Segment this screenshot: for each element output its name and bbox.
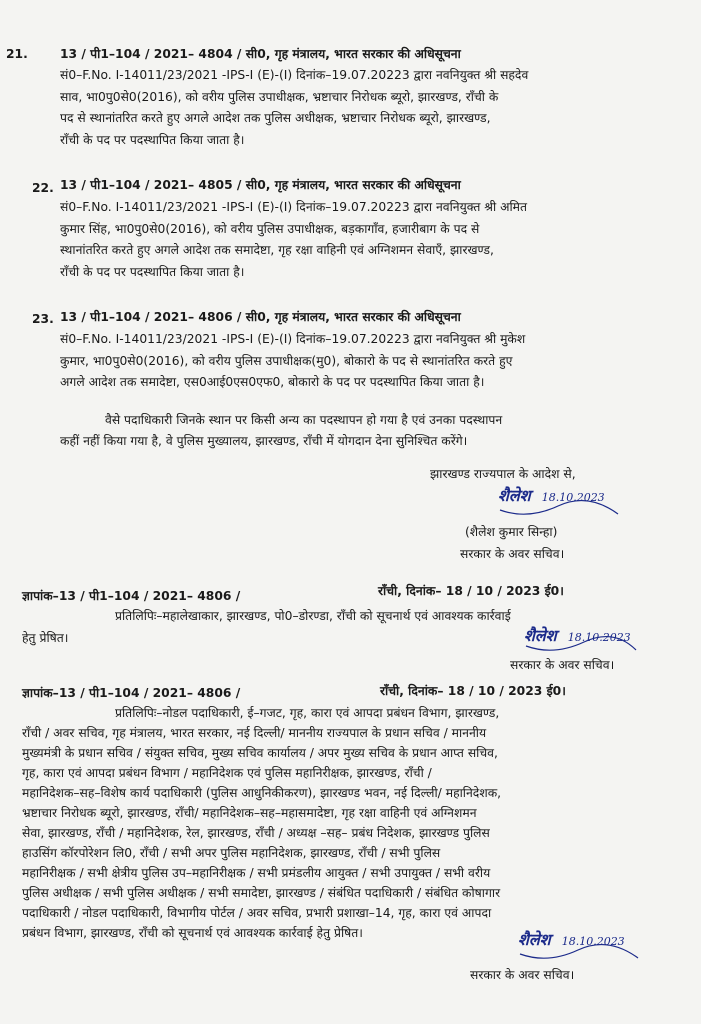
item-line: सं0–F.No. I-14011/23/2021 -IPS-I (E)-(I) दिनांक–19.07.20223 द्वारा नवनियुक्त श्री सहदेव (60, 68, 529, 82)
item-line: कुमार, भा0पु0से0(2016), को वरीय पुलिस उपाधीक्षक(मु0), बोकारो के पद से स्थानांतरित करते हुए (60, 354, 513, 368)
note-line: वैसे पदाधिकारी जिनके स्थान पर किसी अन्य का पदस्थापन हो गया है एवं उनका पदस्थापन (105, 413, 503, 427)
signature-flourish-icon (524, 624, 644, 660)
memo-copy-line: पदाधिकारी / नोडल पदाधिकारी, विभागीय पोर्टल / अवर सचिव, प्रभारी प्रशाखा–14, गृह, कारा एवं आपदा (22, 906, 492, 920)
item-line: साव, भा0पु0से0(2016), को वरीय पुलिस उपाधीक्षक, भ्रष्टाचार निरोधक ब्यूरो, झारखण्ड, राँची के (60, 90, 499, 104)
memo-copy-line: गृह, कारा एवं आपदा प्रबंधन विभाग / महानिदेशक एवं पुलिस महानिरीक्षक, झारखण्ड, राँची / (22, 766, 432, 780)
signature (498, 484, 628, 524)
memo-copy-line: पुलिस अधीक्षक / सभी पुलिस अधीक्षक / सभी समादेष्टा, झारखण्ड / संबंधित पदाधिकारी / संबंधित कोषागार (22, 886, 501, 900)
item-line: कुमार सिंह, भा0पु0से0(2016), को वरीय पुलिस उपाधीक्षक, बड़कागाँव, हजारीबाग के पद से (60, 222, 480, 236)
memo-copy-line: प्रतिलिपिः–नोडल पदाधिकारी, ई–गजट, गृह, कारा एवं आपदा प्रबंधन विभाग, झारखण्ड, (115, 706, 500, 720)
memo-place-date: राँची, दिनांक– 18 / 10 / 2023 ई0। (380, 684, 566, 698)
memo-ref: ज्ञापांक–13 / पी1–104 / 2021– 4806 / (22, 589, 241, 603)
memo-place-date: राँची, दिनांक– 18 / 10 / 2023 ई0। (378, 584, 564, 598)
signature (518, 928, 648, 968)
memo-designation: सरकार के अवर सचिव। (470, 968, 575, 982)
memo-copy-line: हाउसिंग कॉरपोरेशन लि0, राँची / सभी अपर पुलिस महानिदेशक, झारखण्ड, राँची / सभी पुलिस (22, 846, 441, 860)
memo-copy-line: हेतु प्रेषित। (22, 631, 69, 645)
memo-copy-line: प्रबंधन विभाग, झारखण्ड, राँची को सूचनार्थ एवं आवश्यक कार्रवाई हेतु प्रेषित। (22, 926, 363, 940)
signature-flourish-icon (498, 484, 628, 524)
signature-date: 18.10.2023 (541, 491, 605, 504)
signature-flourish-icon (518, 928, 648, 968)
memo-copy-line: भ्रष्टाचार निरोधक ब्यूरो, झारखण्ड, राँची/ महानिदेशक–सह–महासमादेष्टा, गृह रक्षा वाहिनी एवं अग्निशमन (22, 806, 477, 820)
signature-text: शैलेश (518, 930, 551, 949)
item-line: स्थानांतरित करते हुए अगले आदेश तक समादेष्टा, गृह रक्षा वाहिनी एवं अग्निशमन सेवाएँ, झारखण्ड, (60, 243, 494, 257)
item-line: सं0–F.No. I-14011/23/2021 -IPS-I (E)-(I) दिनांक–19.07.20223 द्वारा नवनियुक्त श्री मुकेश (60, 332, 526, 346)
memo-designation: सरकार के अवर सचिव। (510, 658, 615, 672)
signature-text: शैलेश (498, 486, 531, 505)
item-line: राँची के पद पर पदस्थापित किया जाता है। (60, 265, 245, 279)
memo-ref: ज्ञापांक–13 / पी1–104 / 2021– 4806 / (22, 686, 241, 700)
memo-copy-line: महानिदेशक–सह–विशेष कार्य पदाधिकारी (पुलिस आधुनिकीकरण), झारखण्ड भवन, नई दिल्ली/ महानिदेशक, (22, 786, 502, 800)
signature-text: शैलेश (524, 626, 557, 645)
item-line: पद से स्थानांतरित करते हुए अगले आदेश तक पुलिस अधीक्षक, भ्रष्टाचार निरोधक ब्यूरो, झारखण्ड, (60, 111, 491, 125)
signatory-designation: सरकार के अवर सचिव। (460, 547, 565, 561)
memo-copy-line: मुख्यमंत्री के प्रधान सचिव / संयुक्त सचिव, मुख्य सचिव कार्यालय / अपर मुख्य सचिव के प्रधान आप्त सचिव, (22, 746, 498, 760)
item-line: 13 / पी1–104 / 2021– 4804 / सी0, गृह मंत्रालय, भारत सरकार की अधिसूचना (60, 47, 461, 61)
governor-order-line: झारखण्ड राज्यपाल के आदेश से, (430, 467, 576, 481)
signatory-name: (शैलेश कुमार सिन्हा) (465, 525, 558, 539)
item-number: 23. (32, 312, 54, 326)
signature-date: 18.10.2023 (561, 935, 625, 948)
memo-copy-line: राँची / अवर सचिव, गृह मंत्रालय, भारत सरकार, नई दिल्ली/ माननीय राज्यपाल के प्रधान सचिव / माननीय (22, 726, 487, 740)
item-number: 22. (32, 181, 54, 195)
item-line: 13 / पी1–104 / 2021– 4805 / सी0, गृह मंत्रालय, भारत सरकार की अधिसूचना (60, 178, 461, 192)
item-line: सं0–F.No. I-14011/23/2021 -IPS-I (E)-(I) दिनांक–19.07.20223 द्वारा नवनियुक्त श्री अमित (60, 200, 528, 214)
item-line: राँची के पद पर पदस्थापित किया जाता है। (60, 133, 245, 147)
memo-copy-line: सेवा, झारखण्ड, राँची / महानिदेशक, रेल, झारखण्ड, राँची / अध्यक्ष –सह– प्रबंध निदेशक, झारखण्ड पुलिस (22, 826, 490, 840)
signature-date: 18.10.2023 (567, 631, 631, 644)
item-line: अगले आदेश तक समादेष्टा, एस0आई0एस0एफ0, बोकारो के पद पर पदस्थापित किया जाता है। (60, 375, 485, 389)
item-line: 13 / पी1–104 / 2021– 4806 / सी0, गृह मंत्रालय, भारत सरकार की अधिसूचना (60, 310, 461, 324)
item-number: 21. (6, 47, 28, 61)
memo-copy-line: महानिरीक्षक / सभी क्षेत्रीय पुलिस उप–महानिरीक्षक / सभी प्रमंडलीय आयुक्त / सभी उपायुक्त / सभी वरीय (22, 866, 491, 880)
note-line: कहीं नहीं किया गया है, वे पुलिस मुख्यालय, झारखण्ड, राँची में योगदान देना सुनिश्चित करेंगे। (60, 434, 468, 448)
signature (524, 624, 644, 660)
memo-copy-line: प्रतिलिपिः–महालेखाकार, झारखण्ड, पो0–डोरण्डा, राँची को सूचनार्थ एवं आवश्यक कार्रवाई (115, 609, 511, 623)
